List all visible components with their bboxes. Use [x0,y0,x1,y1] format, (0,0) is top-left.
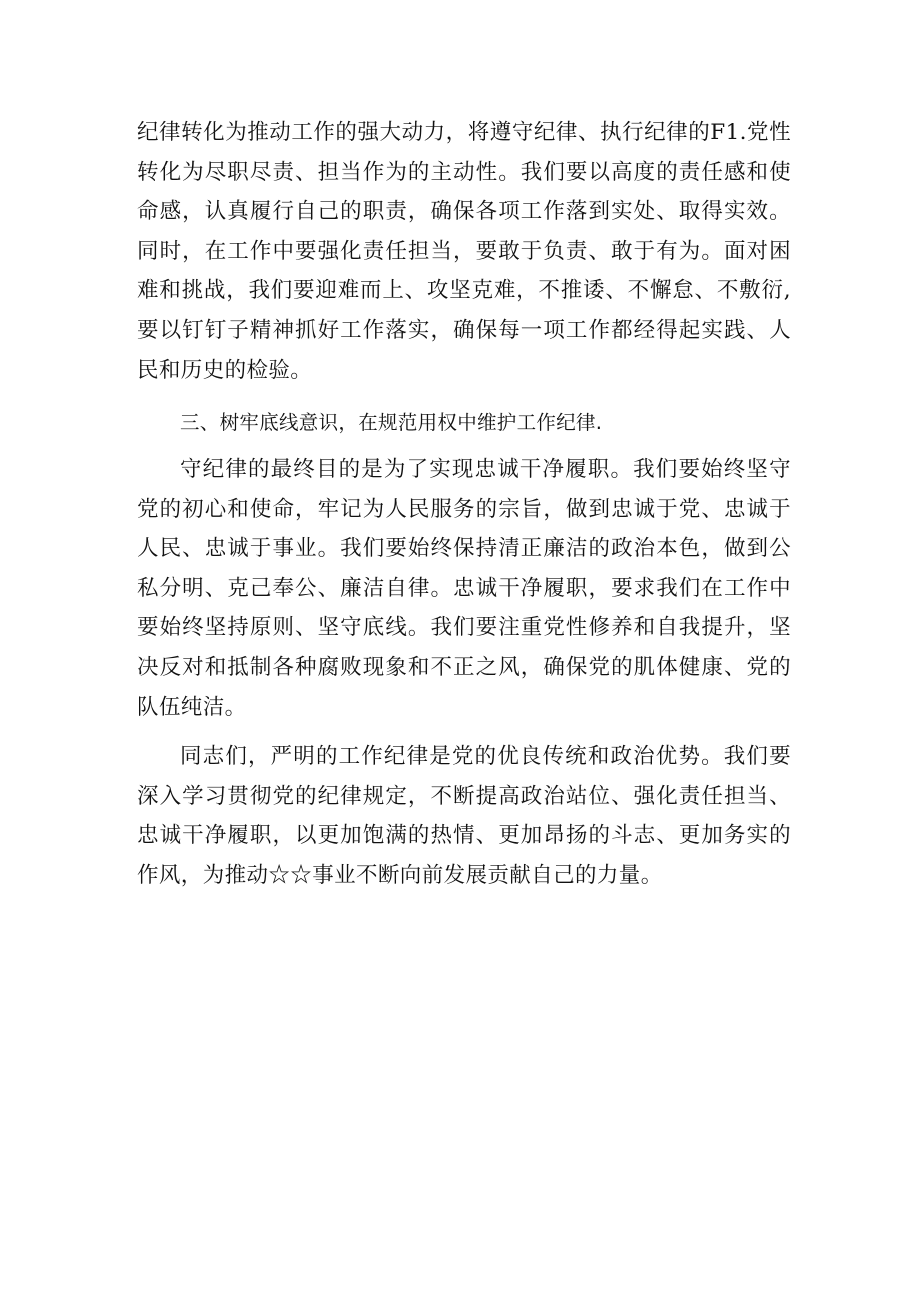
paragraph-closing-remarks: 同志们，严明的工作纪律是党的优良传统和政治优势。我们要深入学习贯彻党的纪律规定，不断提高政治站位、强化责任担当、忠诚干净履职，以更加饱满的热情、更加昂扬的斗志、更加务实的作风，为推动☆☆事业不断向前发展贡献自己的力量。 [137,744,791,888]
paragraph-loyal-clean-duty: 守纪律的最终目的是为了实现忠诚干净履职。我们要始终坚守党的初心和使命，牢记为人民服务的宗旨，做到忠诚于党、忠诚于人民、忠诚于事业。我们要始终保持清正廉洁的政治本色，做到公私分明、克己奉公、廉洁自律。忠诚干净履职，要求我们在工作中要始终坚持原则、坚守底线。我们要注重党性修养和自我提升，坚决反对和抵制各种腐败现象和不正之风，确保党的肌体健康、党的队伍纯洁。 [137,457,791,720]
paragraph-discipline-motivation: 纪律转化为推动工作的强大动力，将遵守纪律、执行纪律的F1.党性转化为尽职尽责、担当作为的主动性。我们要以高度的责任感和使命感，认真履行自己的职责，确保各项工作落到实处、取得实效。同时，在工作中要强化责任担当，要敢于负责、敢于有为。面对困难和挑战，我们要迎难而上、攻坚克难，不推诿、不懈怠、不敷衍,要以钉钉子精神抓好工作落实，确保每一项工作都经得起实践、人民和历史的检验。 [137,120,791,383]
section-heading-three: 三、树牢底线意识，在规范用权中维护工作纪律. [180,411,603,434]
